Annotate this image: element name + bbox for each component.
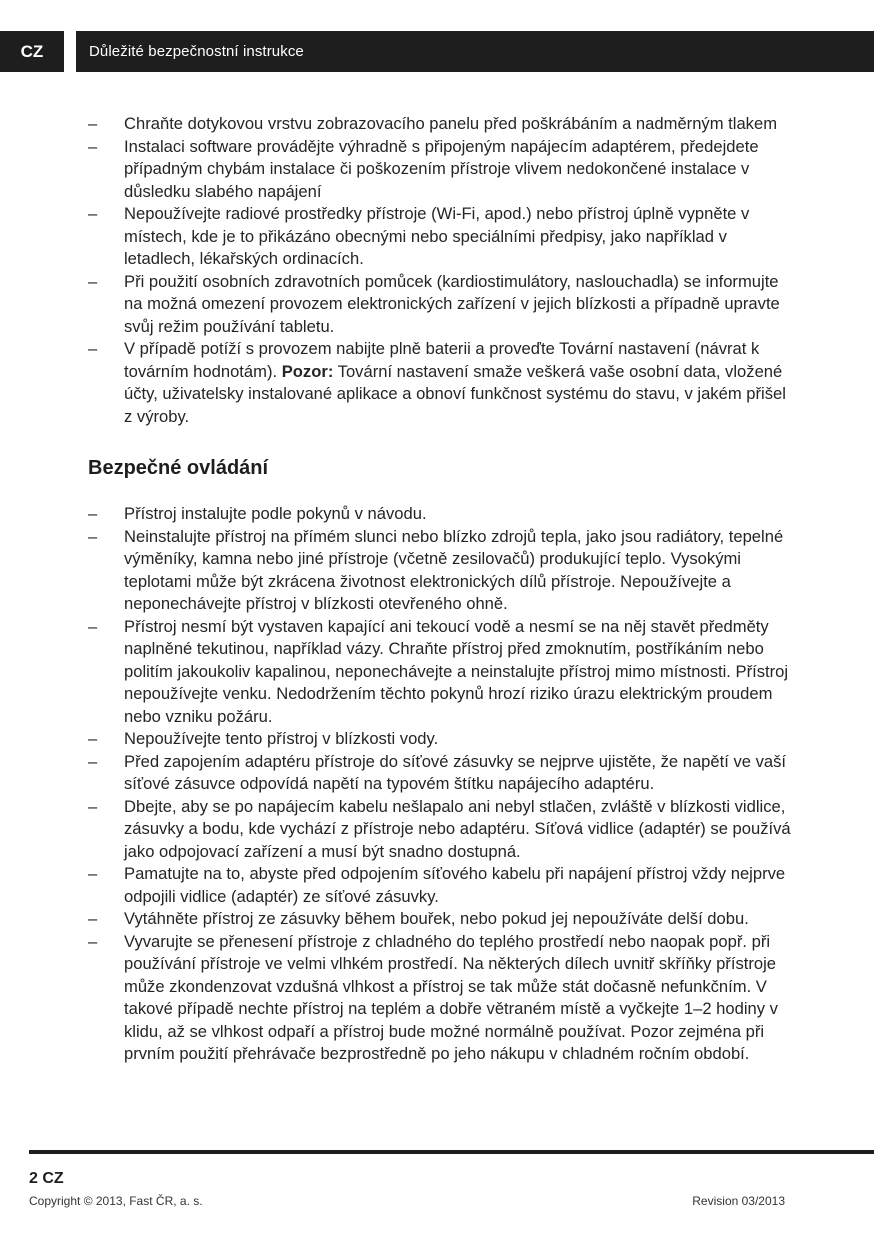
warning-label: Pozor: xyxy=(281,361,334,381)
list-item-text: Nepoužívejte radiové prostředky přístroje (Wi-Fi, apod.) nebo přístroj úplně vypněte v místech, kde je to přikázáno obecnými nebo speciálními předpisy, jako například v letadlech, lékařských ordinacích. xyxy=(124,204,750,268)
list-item-text: Vyvarujte se přenesení přístroje z chladného do teplého prostředí nebo naopak popř. při používání přístroje ve velmi vlhkém prostředí. Na některých dílech uvnitř skříňky přístroje může zkondenzovat vzdušná vlhkost a přístroj se tak může stát dočasně nefunkčním. V takové případě nechte přístroj na teplém a dobře větraném místě a vyčkejte 1–2 hodiny v klidu, až se vlhkost odpaří a přístroj bude možné normálně používat. Pozor zejména při prvním použití přehrávače bezprostředně po jeho nákupu v chladném ročním období. xyxy=(124,931,778,1063)
list-item xyxy=(88,338,798,428)
list-item-text: Vytáhněte přístroj ze zásuvky během bouřek, nebo pokud jej nepoužíváte delší dobu. xyxy=(124,909,749,928)
list-item-text: Tovární nastavení smaže veškerá vaše osobní data, vložené účty, uživatelsky instalované aplikace a obnoví funkčnost systému do stavu, v jakém přišel z výroby. xyxy=(124,361,786,426)
list-item-text: V případě potíží s provozem nabijte plně baterii a proveďte Tovární nastavení (návrat k továrním hodnotám). xyxy=(124,339,760,381)
dash-marker: – xyxy=(88,271,98,291)
dash-marker: – xyxy=(88,729,98,748)
instructions-list-1 xyxy=(88,113,798,428)
list-item xyxy=(88,136,798,204)
instructions-list-2 xyxy=(88,503,798,1066)
dash-marker: – xyxy=(88,136,98,156)
list-item xyxy=(88,616,798,729)
language-badge: CZ xyxy=(0,31,64,72)
dash-marker: – xyxy=(88,504,98,523)
list-item-text: Neinstalujte přístroj na přímém slunci nebo blízko zdrojů tepla, jako jsou radiátory, tepelné výměníky, kamna nebo jiné přístroje (včetně zesilovačů) produkující teplo. Vysokými teplotami může být zkrácena životnost elektronických dílů přístroje. Nepoužívejte a neponechávejte přístroj v blízkosti otevřeného ohně. xyxy=(124,526,784,613)
dash-marker: – xyxy=(88,909,98,928)
section-heading: Bezpečné ovládání xyxy=(88,457,269,479)
list-item-text: Přístroj nesmí být vystaven kapající ani tekoucí vodě a nesmí se na něj stavět předměty naplněné tekutinou, například vázy. Chraňte přístroj před zmoknutím, postříkáním nebo politím jakoukoliv kapalinou, neponechávejte a neinstalujte přístroj mimo místnosti. Přístroj nepoužívejte venku. Nedodržením těchto pokynů hrozí riziko úrazu elektrickým proudem nebo vzniku požáru. xyxy=(124,616,789,726)
list-item-text: Při použití osobních zdravotních pomůcek (kardiostimulátory, naslouchadla) se informujte na možná omezení provozem elektronických zařízení v jejich blízkosti a případně upravte svůj režim používání tabletu. xyxy=(124,271,780,336)
page-title: Důležité bezpečnostní instrukce xyxy=(89,43,304,60)
header-separator xyxy=(64,31,76,72)
dash-marker: – xyxy=(88,864,98,883)
list-item-text: Přístroj instalujte podle pokynů v návodu. xyxy=(124,504,427,523)
list-item xyxy=(88,503,798,526)
list-item xyxy=(88,113,798,136)
page-number: 2 CZ xyxy=(29,1170,64,1187)
footer-divider xyxy=(29,1150,874,1154)
list-item xyxy=(88,796,798,864)
dash-marker: – xyxy=(88,339,98,358)
list-item-text: Pamatujte na to, abyste před odpojením síťového kabelu při napájení přístroj vždy nejprve odpojili vidlice (adaptér) ze síťové zásuvky. xyxy=(124,864,786,906)
list-item-text: Dbejte, aby se po napájecím kabelu nešlapalo ani nebyl stlačen, zvláště v blízkosti vidlice, zásuvky a bodu, kde vychází z přístroje nebo adaptéru. Síťová vidlice (adaptér) se používá jako odpojovací zařízení a musí být snadno dostupná. xyxy=(124,796,791,861)
dash-marker: – xyxy=(88,796,98,816)
list-item-text: Nepoužívejte tento přístroj v blízkosti vody. xyxy=(124,729,439,748)
copyright-notice: Copyright © 2013, Fast ČR, a. s. xyxy=(29,1194,203,1208)
list-item xyxy=(88,526,798,616)
list-item-text: Před zapojením adaptéru přístroje do síťové zásuvky se nejprve ujistěte, že napětí ve vaší síťové zásuvce odpovídá napětí na typovém štítku napájecího adaptéru. xyxy=(124,751,787,793)
list-item xyxy=(88,931,798,1066)
dash-marker: – xyxy=(88,751,98,771)
list-item-text: Instalaci software provádějte výhradně s připojeným napájecím adaptérem, předejdete případným chybám instalace či poškozením přístroje vlivem nedokončené instalace v důsledku slabého napájení xyxy=(124,136,759,201)
list-item xyxy=(88,271,798,339)
dash-marker: – xyxy=(88,114,98,133)
list-item xyxy=(88,728,798,751)
revision-label: Revision 03/2013 xyxy=(692,1194,785,1208)
dash-marker: – xyxy=(88,526,98,546)
main-content xyxy=(88,113,798,1066)
dash-marker: – xyxy=(88,931,98,951)
dash-marker: – xyxy=(88,616,98,636)
list-item xyxy=(88,751,798,796)
dash-marker: – xyxy=(88,204,98,223)
list-item xyxy=(88,203,798,271)
list-item-text: Chraňte dotykovou vrstvu zobrazovacího panelu před poškrábáním a nadměrným tlakem xyxy=(124,114,778,133)
list-item xyxy=(88,863,798,908)
header-bar xyxy=(0,31,874,72)
list-item xyxy=(88,908,798,931)
